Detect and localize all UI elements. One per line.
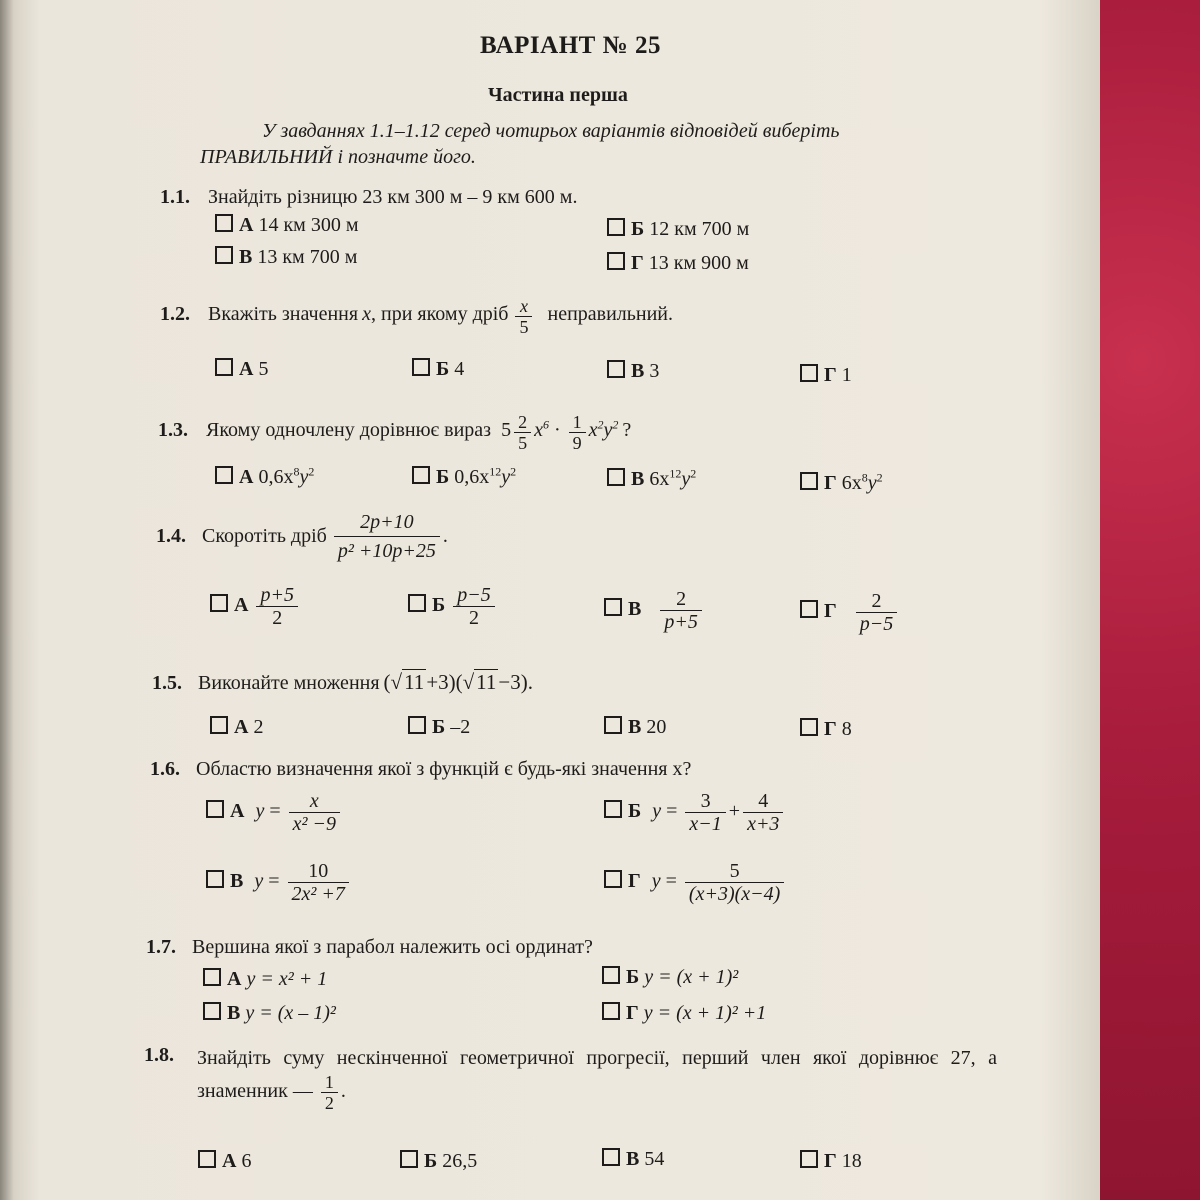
fraction: $\frac{p-5}{2}$: [453, 584, 495, 629]
question-number: 1.1.: [160, 186, 190, 208]
checkbox-icon[interactable]: [203, 1002, 221, 1020]
question-1-6: 1.6. Областю визначення якої з функцій є будь-які значення x?: [150, 758, 692, 780]
option-g[interactable]: Г y = (x + 1)² +1: [602, 1002, 766, 1025]
question-number: 1.3.: [158, 419, 188, 442]
checkbox-icon[interactable]: [206, 800, 224, 818]
checkbox-icon[interactable]: [800, 1150, 818, 1168]
option-v[interactable]: В $6x^{12}y^2$: [607, 468, 696, 491]
checkbox-icon[interactable]: [198, 1150, 216, 1168]
option-b[interactable]: Б 4: [412, 358, 464, 381]
option-b[interactable]: Б 12 км 700 м: [607, 218, 749, 241]
checkbox-icon[interactable]: [206, 870, 224, 888]
fraction: $\frac{3}{x-1}$: [685, 790, 725, 835]
checkbox-icon[interactable]: [602, 1002, 620, 1020]
checkbox-icon[interactable]: [800, 600, 818, 618]
question-1-7: 1.7. Вершина якої з парабол належить осі ординат?: [146, 936, 593, 958]
checkbox-icon[interactable]: [607, 360, 625, 378]
checkbox-icon[interactable]: [408, 594, 426, 612]
fraction: $\frac{p+5}{2}$: [256, 584, 298, 629]
checkbox-icon[interactable]: [203, 968, 221, 986]
option-a[interactable]: А $0,6x^8y^2$: [215, 466, 314, 489]
checkbox-icon[interactable]: [800, 718, 818, 736]
checkbox-icon[interactable]: [800, 364, 818, 382]
checkbox-icon[interactable]: [602, 966, 620, 984]
option-g[interactable]: Г y = $\frac{5}{(x+3)(x-4)}$: [604, 860, 787, 905]
option-b[interactable]: Б 26,5: [400, 1150, 477, 1173]
option-v[interactable]: В 3: [607, 360, 659, 383]
option-b[interactable]: Б $0,6x^{12}y^2$: [412, 466, 516, 489]
option-b[interactable]: Б –2: [408, 716, 470, 739]
checkbox-icon[interactable]: [215, 246, 233, 264]
fraction: $\frac{x}{\text{x² −9}}$: [289, 790, 340, 835]
question-number: 1.2.: [160, 303, 190, 326]
checkbox-icon[interactable]: [412, 358, 430, 376]
fraction: $\frac{2}{p-5}$: [856, 590, 898, 635]
fraction: $\frac{10}{\text{2x² +7}}$: [288, 860, 349, 905]
option-a[interactable]: А 5: [215, 358, 268, 381]
question-text: Знайдіть суму нескінченної геометричної прогресії, перший член якої дорівнює 27, а знаменник — $\frac{1}{2}$ .: [197, 1047, 997, 1113]
checkbox-icon[interactable]: [210, 716, 228, 734]
option-g[interactable]: Г $6x^8y^2$: [800, 472, 883, 495]
checkbox-icon[interactable]: [604, 598, 622, 616]
option-a[interactable]: А 2: [210, 716, 263, 739]
question-number: 1.6.: [150, 758, 180, 780]
checkbox-icon[interactable]: [408, 716, 426, 734]
expression: (√11+3)(√11−3).: [383, 670, 533, 694]
instruction-text: У завданнях 1.1–1.12 серед чотирьох варіантів відповідей виберіть ПРАВИЛЬНИЙ і позначте його.: [200, 120, 840, 168]
checkbox-icon[interactable]: [215, 466, 233, 484]
option-v[interactable]: В 13 км 700 м: [215, 246, 357, 269]
checkbox-icon[interactable]: [607, 252, 625, 270]
option-v[interactable]: В y = $\frac{10}{\text{2x² +7}}$: [206, 860, 352, 905]
option-v[interactable]: В 20: [604, 716, 666, 739]
checkbox-icon[interactable]: [607, 218, 625, 236]
red-leather-background: [1100, 0, 1200, 1200]
fraction: $\frac{2p+10}{\text{p² +10p+25}}$: [334, 508, 440, 565]
fraction: $\frac{1}{2}$: [321, 1072, 338, 1113]
fraction: $\frac{2}{5}$: [514, 412, 531, 453]
question-number: 1.5.: [152, 672, 182, 694]
option-g[interactable]: Г $\frac{2}{p-5}$: [800, 590, 900, 635]
checkbox-icon[interactable]: [604, 716, 622, 734]
question-1-1: [160, 186, 577, 209]
option-g[interactable]: Г 1: [800, 364, 852, 387]
option-a[interactable]: А y = $\frac{x}{\text{x² −9}}$: [206, 790, 343, 835]
option-v[interactable]: В y = (x – 1)²: [203, 1002, 336, 1025]
option-g[interactable]: Г 8: [800, 718, 852, 741]
option-v[interactable]: В $\frac{2}{p+5}$: [604, 588, 705, 633]
page-title: ВАРІАНТ № 25: [480, 32, 661, 59]
checkbox-icon[interactable]: [800, 472, 818, 490]
question-number: 1.7.: [146, 936, 176, 958]
option-a[interactable]: А 6: [198, 1150, 251, 1173]
question-text: Знайдіть різницю 23 км 300 м – 9 км 600 м.: [208, 186, 578, 208]
option-a[interactable]: А $\frac{p+5}{2}$: [210, 584, 301, 629]
question-number: 1.8.: [144, 1044, 174, 1066]
fraction: $\frac{5}{(x+3)(x-4)}$: [685, 860, 784, 905]
option-v[interactable]: В 54: [602, 1148, 664, 1171]
part-heading: Частина перша: [488, 84, 628, 106]
checkbox-icon[interactable]: [215, 214, 233, 232]
option-a[interactable]: А 14 км 300 м: [215, 214, 358, 237]
fraction: $\frac{2}{p+5}$: [660, 588, 702, 633]
option-b[interactable]: Б y = (x + 1)²: [602, 966, 738, 989]
checkbox-icon[interactable]: [412, 466, 430, 484]
question-1-5: 1.5. Виконайте множення (√11+3)(√11−3).: [152, 670, 533, 694]
checkbox-icon[interactable]: [210, 594, 228, 612]
option-b[interactable]: Б y = $\frac{3}{x-1}$ + $\frac{4}{x+3}$: [604, 790, 786, 835]
option-a[interactable]: А y = x² + 1: [203, 968, 327, 991]
checkbox-icon[interactable]: [602, 1148, 620, 1166]
fraction: $\frac{x}{5}$: [515, 296, 532, 337]
question-number: 1.4.: [156, 525, 186, 547]
checkbox-icon[interactable]: [400, 1150, 418, 1168]
option-g[interactable]: Г 13 км 900 м: [607, 252, 749, 275]
fraction: $\frac{1}{9}$: [569, 412, 586, 453]
question-1-2: 1.2. Вкажіть значення x, при якому дріб $\frac{x}{5}$ неправильний.: [160, 296, 674, 337]
fraction: $\frac{4}{x+3}$: [743, 790, 783, 835]
option-b[interactable]: Б $\frac{p-5}{2}$: [408, 584, 498, 629]
question-1-3: 1.3. Якому одночлену дорівнює вираз 5 $\frac{2}{5}$ $x^6$ · $\frac{1}{9}$ $x^2y^2$ ?: [158, 412, 632, 453]
question-1-4: 1.4. Скоротіть дріб $\frac{2p+10}{\text{p² +10p+25}}$ .: [156, 508, 448, 565]
checkbox-icon[interactable]: [604, 870, 622, 888]
checkbox-icon[interactable]: [604, 800, 622, 818]
option-g[interactable]: Г 18: [800, 1150, 862, 1173]
checkbox-icon[interactable]: [607, 468, 625, 486]
checkbox-icon[interactable]: [215, 358, 233, 376]
